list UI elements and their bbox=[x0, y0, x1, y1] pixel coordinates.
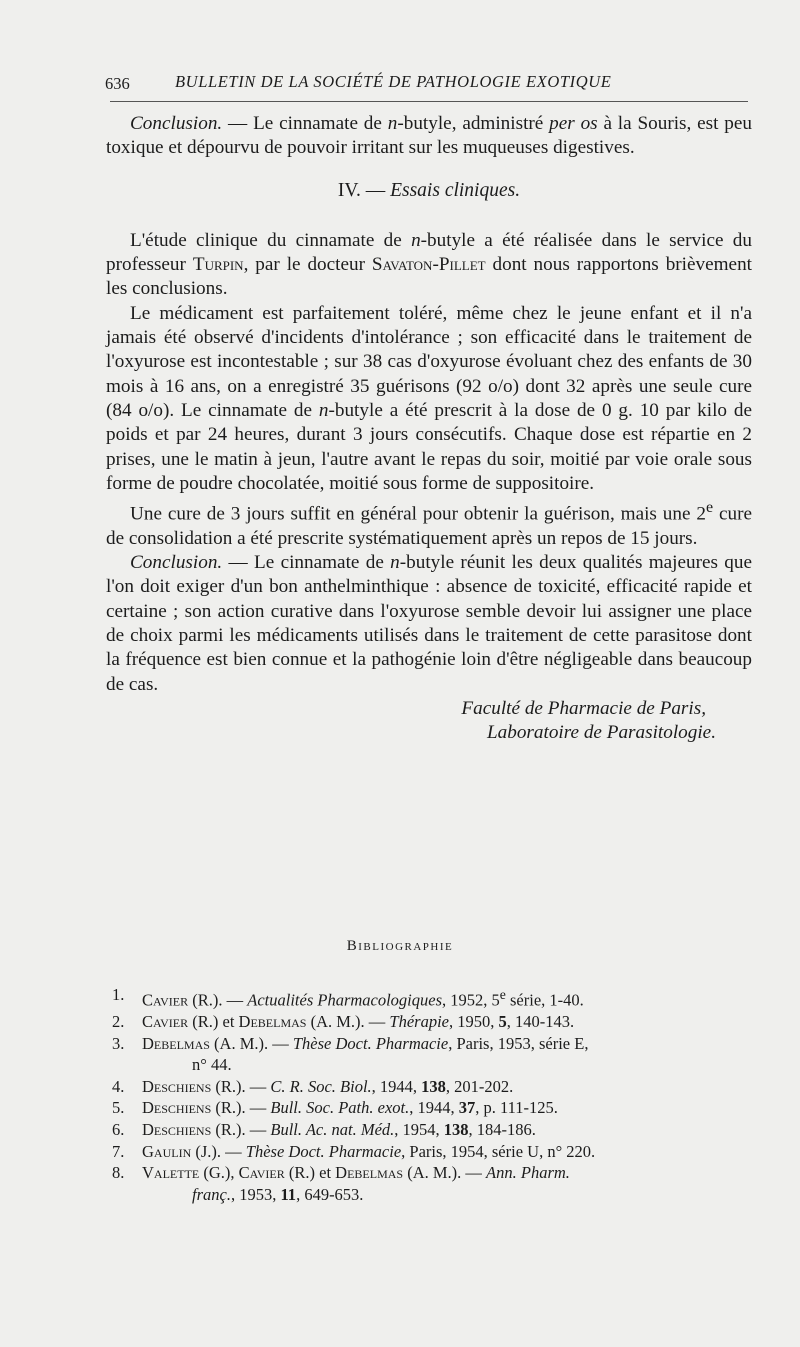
reference-continuation: n° 44. bbox=[192, 1055, 232, 1075]
affiliation-line-1: Faculté de Pharmacie de Paris, bbox=[461, 697, 706, 719]
reference-number: 8. bbox=[112, 1163, 125, 1183]
reference-number: 6. bbox=[112, 1120, 125, 1140]
text-run: dont nous rapportons brièvement les conclusions. bbox=[106, 254, 752, 300]
text-run: — Le cinnamate de bbox=[222, 552, 391, 574]
text-run: (R.). — bbox=[211, 1120, 271, 1140]
reference-source: C. R. Soc. Biol. bbox=[270, 1076, 372, 1096]
text-run: (A. M.). — bbox=[403, 1163, 487, 1183]
reference-item bbox=[112, 1011, 752, 1033]
header-rule bbox=[110, 101, 748, 102]
reference-author: Valette bbox=[142, 1163, 200, 1183]
reference-item bbox=[112, 984, 752, 1011]
text-run: , 649-653. bbox=[296, 1184, 364, 1204]
reference-source: Bull. Soc. Path. exot. bbox=[270, 1098, 410, 1118]
reference-volume: 11 bbox=[280, 1184, 297, 1204]
text-run: , Paris, 1953, série E, bbox=[448, 1033, 589, 1053]
reference-source: Thèse Doct. Pharmacie bbox=[245, 1141, 402, 1161]
reference-author: Deschiens bbox=[142, 1076, 212, 1096]
reference-number: 3. bbox=[112, 1033, 125, 1053]
reference-item bbox=[112, 1033, 752, 1076]
superscript: e bbox=[705, 499, 714, 517]
section-number: IV. — bbox=[337, 179, 391, 201]
text-run: Une cure de 3 jours suffit en général pour obtenir la guérison, mais une 2 bbox=[130, 503, 706, 525]
reference-author: Cavier bbox=[238, 1163, 285, 1183]
reference-source: Thérapie bbox=[389, 1012, 449, 1032]
page-number: 636 bbox=[105, 74, 130, 93]
text-run: , Paris, 1954, série U, n° 220. bbox=[401, 1141, 596, 1161]
reference-number: 1. bbox=[112, 985, 125, 1004]
text-run: (R.). — bbox=[211, 1098, 271, 1118]
text-run: , 1953, bbox=[230, 1184, 281, 1204]
reference-author: Deschiens bbox=[142, 1120, 212, 1140]
reference-item bbox=[112, 1141, 752, 1163]
reference-author: Cavier bbox=[142, 990, 189, 1010]
text-run: , 1944, bbox=[371, 1076, 422, 1096]
reference-author: Gaulin bbox=[142, 1141, 192, 1161]
reference-author: Debelmas bbox=[142, 1033, 210, 1053]
text-run: -butyle a été réalisée dans le service du professeur bbox=[106, 229, 752, 276]
running-head bbox=[105, 70, 755, 98]
reference-item bbox=[112, 1097, 752, 1119]
italic-n: n bbox=[387, 113, 398, 134]
reference-author: Debelmas bbox=[238, 1012, 307, 1032]
reference-source: Bull. Ac. nat. Méd. bbox=[270, 1120, 395, 1140]
conclusion-label: Conclusion. bbox=[130, 113, 223, 134]
reference-number: 7. bbox=[112, 1141, 125, 1161]
section-heading bbox=[106, 179, 752, 203]
text-run: , 184-186. bbox=[468, 1120, 536, 1140]
author-name: Savaton-Pillet bbox=[371, 254, 486, 276]
text-run: (R.) et bbox=[188, 1012, 239, 1032]
text-run: -butyle, administré bbox=[397, 113, 550, 134]
reference-source: Thèse Doct. Pharmacie bbox=[292, 1033, 449, 1053]
clinical-study-paragraph bbox=[106, 229, 752, 302]
affiliation-line-2: Laboratoire de Parasitologie. bbox=[486, 722, 716, 744]
reference-item bbox=[112, 1076, 752, 1098]
reference-volume: 37 bbox=[458, 1098, 476, 1118]
section-title: Essais cliniques. bbox=[390, 179, 521, 201]
reference-source: Actualités Pharmacologiques bbox=[247, 990, 443, 1010]
reference-number: 5. bbox=[112, 1098, 125, 1118]
superscript: e bbox=[499, 987, 506, 1002]
italic-per-os: per os bbox=[549, 113, 598, 134]
text-run: -butyle réunit les deux qualités majeures que l'on doit exiger d'un bon anthelminthique : absence de toxicité, efficacité rapide et certaine ; son action curative dans l'oxyurose semble devoir lui assigner une place de choix parmi les médicaments utilisés dans le traitement de cette parasitose dont la fréquence est bien connue et la pathogénie loin d'être négligeable dans beaucoup de cas. bbox=[106, 552, 753, 695]
text-run: , 1954, bbox=[394, 1120, 444, 1140]
journal-title: BULLETIN DE LA SOCIÉTÉ DE PATHOLOGIE EXOTIQUE bbox=[175, 72, 612, 91]
text-run: , 1952, 5 bbox=[442, 990, 500, 1010]
reference-source: Ann. Pharm. bbox=[486, 1163, 570, 1183]
conclusion-paragraph-toxicity bbox=[106, 112, 752, 161]
reference-volume: 5 bbox=[498, 1012, 507, 1032]
reference-volume: 138 bbox=[443, 1120, 469, 1140]
text-run: , 140-143. bbox=[506, 1012, 575, 1032]
italic-n: n bbox=[411, 229, 421, 251]
reference-volume: 138 bbox=[421, 1076, 446, 1096]
text-run: L'étude clinique du cinnamate de bbox=[130, 229, 412, 251]
text-run: , par le docteur bbox=[243, 254, 372, 276]
text-run: (G.), bbox=[199, 1163, 239, 1183]
reference-number: 4. bbox=[112, 1076, 125, 1096]
article-body bbox=[106, 112, 752, 746]
bibliography-list bbox=[112, 984, 752, 1205]
text-run: -butyle a été prescrit à la dose de 0 g. 10 par kilo de poids et par 24 heures, durant 3 jours consécutifs. Chaque dose est répartie en 2 prises, une le matin à jeun, l'autre avant le repas du soir, moitié par voie orale sous forme de poudre chocolatée, moitié sous forme de suppositoire. bbox=[106, 399, 752, 494]
text-run: Le médicament est parfaitement toléré, même chez le jeune enfant et il n'a jamais été observé d'incidents d'intolérance ; son efficacité dans le traitement de l'oxyurose est incontestable ; sur 38 cas d'oxyurose évoluant chez des enfants de 30 mois à 16 ans, on a enregistré 35 guérisons (92 o/o) dont 32 après une seule cure (84 o/o). Le cinnamate de bbox=[106, 302, 752, 421]
author-name: Turpin bbox=[192, 254, 244, 276]
cure-paragraph bbox=[106, 496, 752, 551]
conclusion-paragraph-final bbox=[106, 551, 752, 697]
text-run: cure de consolidation a été prescrite systématiquement après un repos de 15 jours. bbox=[106, 503, 752, 549]
tolerance-paragraph bbox=[106, 302, 752, 496]
text-run: , 1950, bbox=[449, 1012, 499, 1032]
text-run: série, 1-40. bbox=[505, 990, 584, 1010]
reference-author: Deschiens bbox=[142, 1098, 212, 1118]
reference-continuation bbox=[142, 1184, 752, 1206]
reference-number: 2. bbox=[112, 1012, 125, 1032]
reference-source: franç. bbox=[192, 1184, 231, 1204]
text-run: — Le cinnamate de bbox=[222, 113, 388, 134]
reference-author: Debelmas bbox=[335, 1163, 404, 1183]
text-run: , 201-202. bbox=[445, 1076, 514, 1096]
text-run: (R.) et bbox=[284, 1163, 336, 1183]
text-run: (R.). — bbox=[211, 1076, 271, 1096]
text-run: (R.). — bbox=[188, 990, 248, 1010]
reference-author: Cavier bbox=[142, 1012, 189, 1032]
reference-item bbox=[112, 1119, 752, 1141]
conclusion-label: Conclusion. bbox=[130, 552, 223, 574]
text-run: (A. M.). — bbox=[209, 1033, 293, 1053]
affiliation-signature bbox=[106, 697, 752, 746]
text-run: à la Souris, est peu toxique et dépourvu de pouvoir irritant sur les muqueuses digestives. bbox=[106, 113, 753, 159]
italic-n: n bbox=[390, 552, 400, 574]
reference-item bbox=[112, 1162, 752, 1205]
text-run: (A. M.). — bbox=[306, 1012, 390, 1032]
text-run: , p. 111-125. bbox=[475, 1098, 558, 1118]
text-run: , 1944, bbox=[409, 1098, 459, 1118]
bibliography-heading: Bibliographie bbox=[346, 938, 454, 954]
italic-n: n bbox=[318, 399, 329, 421]
text-run: (J.). — bbox=[191, 1141, 246, 1161]
